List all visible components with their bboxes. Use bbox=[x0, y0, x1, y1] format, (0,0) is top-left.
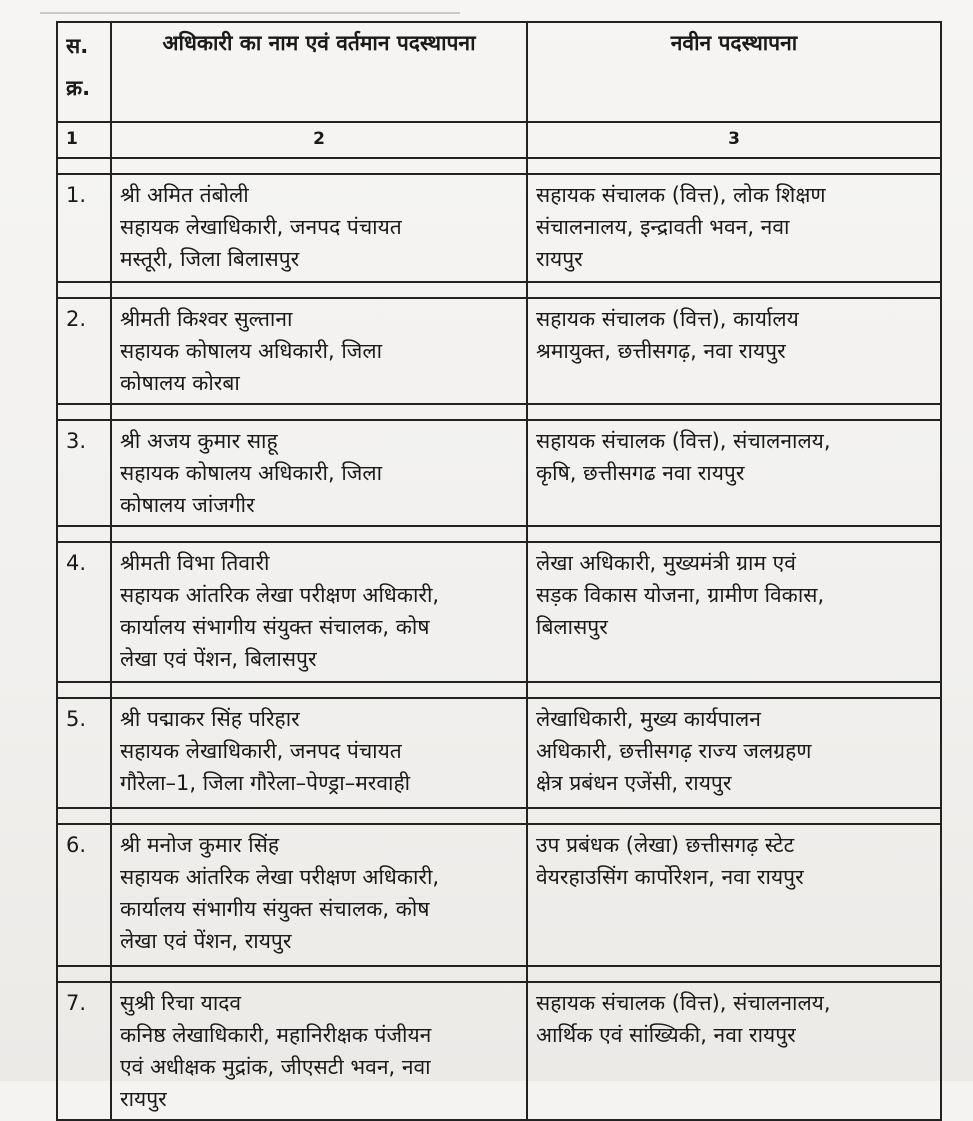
spacer-cell bbox=[527, 404, 941, 420]
officer-name: श्रीमती किश्वर सुल्ताना bbox=[120, 307, 293, 331]
current-posting-line: कार्यालय संभागीय संयुक्त संचालक, कोष bbox=[120, 897, 430, 921]
serial-number: 7. bbox=[57, 982, 111, 1120]
new-posting-line: लेखाधिकारी, मुख्य कार्यपालन bbox=[536, 707, 761, 731]
serial-number: 2. bbox=[57, 298, 111, 404]
spacer-cell bbox=[111, 526, 527, 542]
column-number: 2 bbox=[111, 122, 527, 158]
row-spacer bbox=[57, 808, 941, 824]
current-posting-line: रायपुर bbox=[120, 1087, 167, 1111]
current-posting-line: कोषालय कोरबा bbox=[120, 371, 240, 395]
new-posting-cell bbox=[527, 824, 941, 966]
serial-number: 6. bbox=[57, 824, 111, 966]
new-posting-line: उप प्रबंधक (लेखा) छत्तीसगढ़ स्टेट bbox=[536, 833, 795, 857]
column-number: 1 bbox=[57, 122, 111, 158]
column-number: 3 bbox=[527, 122, 941, 158]
spacer-cell bbox=[527, 158, 941, 174]
current-posting-line: लेखा एवं पेंशन, बिलासपुर bbox=[120, 647, 317, 671]
header-new-posting: नवीन पदस्थापना bbox=[527, 22, 941, 122]
current-posting-line: सहायक आंतरिक लेखा परीक्षण अधिकारी, bbox=[120, 583, 440, 607]
spacer-cell bbox=[57, 966, 111, 982]
new-posting-line: बिलासपुर bbox=[536, 615, 608, 639]
spacer-cell bbox=[57, 526, 111, 542]
row-spacer bbox=[57, 404, 941, 420]
officer-cell bbox=[111, 174, 527, 282]
new-posting-cell bbox=[527, 298, 941, 404]
table-row bbox=[57, 420, 941, 526]
current-posting-line: सहायक लेखाधिकारी, जनपद पंचायत bbox=[120, 739, 402, 763]
row-spacer bbox=[57, 282, 941, 298]
new-posting-line: सहायक संचालक (वित्त), संचालनालय, bbox=[536, 991, 831, 1015]
current-posting-line: सहायक लेखाधिकारी, जनपद पंचायत bbox=[120, 215, 402, 239]
serial-number: 1. bbox=[57, 174, 111, 282]
spacer-cell bbox=[527, 966, 941, 982]
current-posting-line: कोषालय जांजगीर bbox=[120, 493, 255, 517]
spacer-cell bbox=[111, 808, 527, 824]
header-serial-line: स. bbox=[66, 34, 89, 58]
officer-cell bbox=[111, 698, 527, 808]
new-posting-cell bbox=[527, 698, 941, 808]
serial-number: 3. bbox=[57, 420, 111, 526]
spacer-cell bbox=[57, 682, 111, 698]
cut-off-text-line bbox=[40, 0, 460, 14]
row-spacer bbox=[57, 682, 941, 698]
row-spacer bbox=[57, 966, 941, 982]
row-spacer bbox=[57, 526, 941, 542]
new-posting-cell bbox=[527, 174, 941, 282]
officer-name: श्री अमित तंबोली bbox=[120, 183, 249, 207]
spacer-cell bbox=[111, 404, 527, 420]
new-posting-line: संचालनालय, इन्द्रावती भवन, नवा bbox=[536, 215, 790, 239]
new-posting-line: सहायक संचालक (वित्त), कार्यालय bbox=[536, 307, 799, 331]
officer-cell bbox=[111, 542, 527, 682]
spacer-cell bbox=[57, 808, 111, 824]
officer-name: श्रीमती विभा तिवारी bbox=[120, 551, 270, 575]
new-posting-line: क्षेत्र प्रबंधन एजेंसी, रायपुर bbox=[536, 771, 732, 795]
table-row bbox=[57, 542, 941, 682]
officer-name: सुश्री रिचा यादव bbox=[120, 991, 242, 1015]
spacer-cell bbox=[111, 158, 527, 174]
new-posting-line: रायपुर bbox=[536, 247, 583, 271]
new-posting-line: कृषि, छत्तीसगढ नवा रायपुर bbox=[536, 461, 745, 485]
officer-name: श्री अजय कुमार साहू bbox=[120, 429, 278, 453]
header-serial bbox=[57, 22, 111, 122]
spacer-cell bbox=[57, 282, 111, 298]
current-posting-line: एवं अधीक्षक मुद्रांक, जीएसटी भवन, नवा bbox=[120, 1055, 431, 1079]
spacer-cell bbox=[57, 404, 111, 420]
current-posting-line: कार्यालय संभागीय संयुक्त संचालक, कोष bbox=[120, 615, 430, 639]
new-posting-line: वेयरहाउसिंग कार्पोरेशन, नवा रायपुर bbox=[536, 865, 804, 889]
new-posting-line: श्रमायुक्त, छत्तीसगढ़, नवा रायपुर bbox=[536, 339, 786, 363]
spacer-cell bbox=[111, 682, 527, 698]
current-posting-line: गौरेला–1, जिला गौरेला–पेण्ड्रा–मरवाही bbox=[120, 771, 411, 795]
spacer-cell bbox=[111, 966, 527, 982]
table-row bbox=[57, 698, 941, 808]
table-row bbox=[57, 824, 941, 966]
transfer-table bbox=[56, 21, 942, 1121]
header-serial-line: क्र. bbox=[66, 76, 91, 100]
spacer-cell bbox=[527, 282, 941, 298]
spacer-cell bbox=[527, 808, 941, 824]
new-posting-line: सहायक संचालक (वित्त), लोक शिक्षण bbox=[536, 183, 826, 207]
current-posting-line: सहायक कोषालय अधिकारी, जिला bbox=[120, 339, 383, 363]
spacer-cell bbox=[111, 282, 527, 298]
table-row bbox=[57, 298, 941, 404]
officer-name: श्री पद्माकर सिंह परिहार bbox=[120, 707, 300, 731]
new-posting-cell bbox=[527, 420, 941, 526]
serial-number: 5. bbox=[57, 698, 111, 808]
header-officer: अधिकारी का नाम एवं वर्तमान पदस्थापना bbox=[111, 22, 527, 122]
new-posting-cell bbox=[527, 542, 941, 682]
officer-cell bbox=[111, 824, 527, 966]
spacer-cell bbox=[527, 682, 941, 698]
serial-number: 4. bbox=[57, 542, 111, 682]
table-row bbox=[57, 982, 941, 1120]
officer-name: श्री मनोज कुमार सिंह bbox=[120, 833, 280, 857]
spacer-cell bbox=[527, 526, 941, 542]
officer-cell bbox=[111, 982, 527, 1120]
current-posting-line: सहायक कोषालय अधिकारी, जिला bbox=[120, 461, 383, 485]
new-posting-cell bbox=[527, 982, 941, 1120]
new-posting-line: अधिकारी, छत्तीसगढ़ राज्य जलग्रहण bbox=[536, 739, 812, 763]
officer-cell bbox=[111, 420, 527, 526]
table-row bbox=[57, 174, 941, 282]
current-posting-line: मस्तूरी, जिला बिलासपुर bbox=[120, 247, 300, 271]
current-posting-line: लेखा एवं पेंशन, रायपुर bbox=[120, 929, 292, 953]
row-spacer bbox=[57, 158, 941, 174]
new-posting-line: सहायक संचालक (वित्त), संचालनालय, bbox=[536, 429, 831, 453]
new-posting-line: आर्थिक एवं सांख्यिकी, नवा रायपुर bbox=[536, 1023, 796, 1047]
new-posting-line: सड़क विकास योजना, ग्रामीण विकास, bbox=[536, 583, 825, 607]
current-posting-line: कनिष्ठ लेखाधिकारी, महानिरीक्षक पंजीयन bbox=[120, 1023, 432, 1047]
officer-cell bbox=[111, 298, 527, 404]
new-posting-line: लेखा अधिकारी, मुख्यमंत्री ग्राम एवं bbox=[536, 551, 796, 575]
header-row bbox=[57, 22, 941, 122]
column-number-row bbox=[57, 122, 941, 158]
current-posting-line: सहायक आंतरिक लेखा परीक्षण अधिकारी, bbox=[120, 865, 440, 889]
spacer-cell bbox=[57, 158, 111, 174]
